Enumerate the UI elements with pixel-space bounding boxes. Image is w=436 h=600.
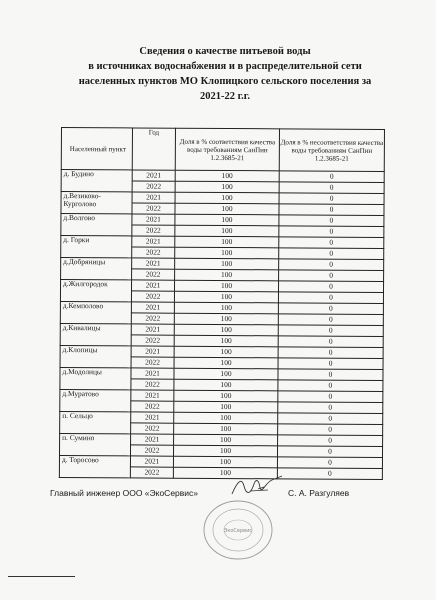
cell-share-bad: 0 (278, 369, 383, 381)
cell-year: 2021 (130, 456, 173, 467)
cell-year: 2021 (131, 390, 174, 401)
cell-share-ok: 100 (175, 225, 279, 237)
cell-share-bad: 0 (277, 446, 382, 458)
cell-place: д.Кивалицы (60, 323, 131, 345)
cell-share-bad: 0 (279, 259, 384, 271)
header-share-ok: Доля в % соответствия качества воды требованиям СанПин 1.2.3685-21 (175, 128, 279, 171)
cell-year: 2022 (132, 203, 175, 214)
cell-share-bad: 0 (278, 347, 383, 359)
cell-place: д.Кемполово (60, 301, 131, 323)
cell-year: 2021 (131, 368, 174, 379)
cell-place: п. Сельцо (60, 411, 131, 433)
cell-share-bad: 0 (278, 336, 383, 348)
cell-place: д. Будино (61, 170, 132, 192)
cell-year: 2022 (132, 225, 175, 236)
cell-share-bad: 0 (279, 182, 384, 194)
cell-share-bad: 0 (278, 413, 383, 425)
cell-place: д.Модолицы (60, 367, 131, 389)
cell-year: 2021 (131, 346, 174, 357)
cell-share-ok: 100 (175, 236, 279, 248)
cell-year: 2021 (132, 258, 175, 269)
cell-place: д.Волгово (61, 214, 132, 236)
cell-share-bad: 0 (279, 248, 384, 260)
cell-share-bad: 0 (278, 281, 383, 293)
cell-share-ok: 100 (175, 170, 279, 182)
cell-year: 2022 (131, 401, 174, 412)
cell-share-ok: 100 (174, 280, 278, 292)
cell-share-ok: 100 (173, 445, 277, 457)
header-year: Год (132, 128, 175, 170)
cell-year: 2021 (131, 280, 174, 291)
title-line-4: 2021-22 г.г. (199, 91, 251, 102)
cell-share-ok: 100 (174, 412, 278, 424)
engineer-name: С. А. Разгуляев (288, 488, 350, 498)
cell-place: д.Муратово (60, 389, 131, 411)
cell-share-ok: 100 (174, 357, 278, 369)
engineer-position: Главный инженер ООО «ЭкоСервис» (50, 488, 199, 498)
cell-share-ok: 100 (175, 181, 279, 193)
header-place: Населенный пункт (61, 128, 132, 170)
cell-share-bad: 0 (277, 457, 382, 469)
title-line-1: Сведения о качестве питьевой воды (139, 46, 311, 57)
cell-share-ok: 100 (174, 291, 278, 303)
cell-year: 2022 (131, 291, 174, 302)
cell-share-ok: 100 (174, 346, 278, 358)
cell-share-ok: 100 (175, 192, 279, 204)
cell-share-bad: 0 (279, 171, 384, 183)
cell-share-bad: 0 (279, 270, 384, 282)
cell-share-bad: 0 (278, 325, 383, 337)
cell-share-ok: 100 (173, 467, 277, 479)
cell-share-bad: 0 (279, 237, 384, 249)
cell-year: 2021 (132, 236, 175, 247)
cell-share-bad: 0 (278, 380, 383, 392)
water-quality-table (59, 127, 385, 480)
cell-share-bad: 0 (277, 468, 382, 480)
cell-year: 2022 (131, 335, 174, 346)
cell-share-bad: 0 (278, 358, 383, 370)
header-share-bad: Доля в % несоответствия качества воды требованиям СанПин 1.2.3685-21 (279, 129, 384, 172)
cell-share-ok: 100 (175, 269, 279, 281)
cell-share-bad: 0 (279, 226, 384, 238)
cell-share-bad: 0 (278, 292, 383, 304)
document-title (60, 44, 390, 104)
cell-share-ok: 100 (174, 335, 278, 347)
cell-year: 2022 (131, 379, 174, 390)
cell-share-bad: 0 (278, 424, 383, 436)
cell-place: п. Сумино (59, 433, 130, 455)
cell-share-ok: 100 (174, 324, 278, 336)
table-header-row (61, 128, 384, 172)
cell-year: 2021 (131, 324, 174, 335)
cell-year: 2021 (132, 192, 175, 203)
cell-place: д.Клопицы (60, 345, 131, 367)
cell-share-ok: 100 (174, 390, 278, 402)
cell-share-bad: 0 (278, 435, 383, 447)
cell-year: 2021 (131, 434, 174, 445)
cell-year: 2022 (132, 247, 175, 258)
seal-text: ЭкоСервис (223, 528, 253, 534)
cell-place: д. Горки (61, 236, 132, 258)
cell-place: д.Везиково-Курголово (61, 192, 132, 214)
cell-share-ok: 100 (175, 203, 279, 215)
cell-year: 2022 (130, 445, 173, 456)
cell-share-bad: 0 (278, 391, 383, 403)
cell-share-bad: 0 (279, 193, 384, 205)
cell-place: д.Жилгородок (60, 280, 131, 302)
cell-year: 2022 (130, 467, 173, 478)
cell-share-ok: 100 (174, 313, 278, 325)
cell-place: д. Торосово (59, 455, 130, 477)
cell-year: 2022 (132, 269, 175, 280)
cell-year: 2021 (132, 170, 175, 181)
cell-share-ok: 100 (174, 401, 278, 413)
cell-year: 2022 (131, 357, 174, 368)
cell-year: 2022 (132, 181, 175, 192)
title-line-3: населенных пунктов МО Клопицкого сельского поселения за (78, 76, 372, 87)
cell-share-bad: 0 (278, 314, 383, 326)
cell-share-ok: 100 (174, 302, 278, 314)
cell-year: 2021 (131, 302, 174, 313)
cell-share-ok: 100 (174, 379, 278, 391)
cell-share-bad: 0 (279, 204, 384, 216)
cell-share-bad: 0 (279, 215, 384, 227)
cell-share-ok: 100 (175, 214, 279, 226)
cell-place: д.Добряницы (61, 258, 132, 280)
cell-year: 2022 (131, 423, 174, 434)
bottom-rule (8, 576, 75, 577)
cell-share-ok: 100 (174, 423, 278, 435)
cell-share-bad: 0 (278, 402, 383, 414)
cell-share-bad: 0 (278, 303, 383, 315)
cell-share-ok: 100 (174, 368, 278, 380)
title-line-2: в источниках водоснабжения и в распределительной сети (88, 61, 362, 72)
table-body (59, 170, 384, 480)
cell-year: 2021 (132, 214, 175, 225)
cell-year: 2022 (131, 313, 174, 324)
cell-share-ok: 100 (174, 434, 278, 446)
cell-year: 2021 (131, 412, 174, 423)
company-seal (200, 498, 276, 567)
cell-share-ok: 100 (175, 258, 279, 270)
cell-share-ok: 100 (173, 456, 277, 468)
cell-share-ok: 100 (175, 247, 279, 259)
